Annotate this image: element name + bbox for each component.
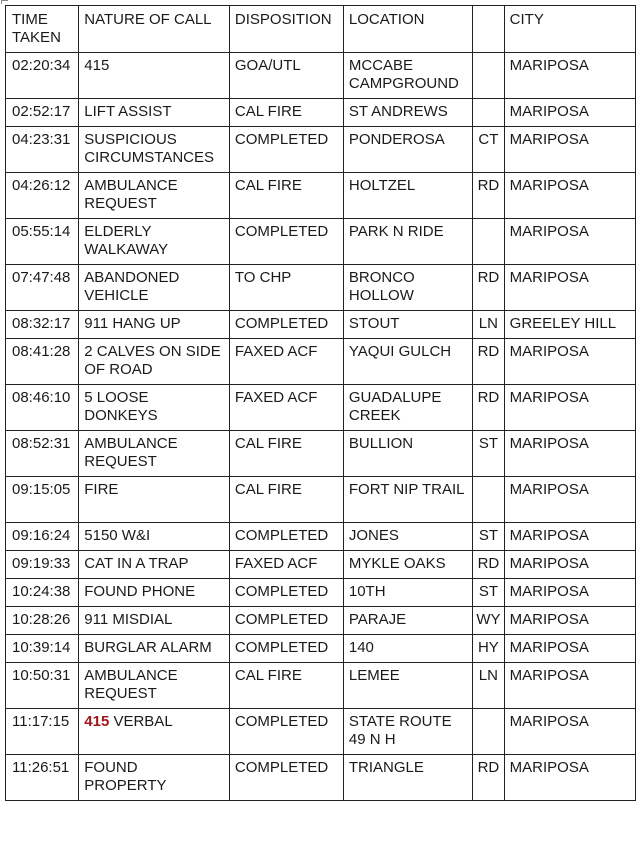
nature-text: 911 MISDIAL [84, 611, 173, 628]
nature-text: SUSPICIOUS CIRCUMSTANCES [84, 131, 214, 166]
cell-disposition: COMPLETED [229, 219, 343, 265]
cell-time: 10:50:31 [6, 663, 79, 709]
cell-city: MARIPOSA [504, 635, 635, 663]
cell-location: TRIANGLE [343, 755, 472, 801]
cell-suffix: RD [473, 385, 505, 431]
cell-nature [79, 265, 230, 311]
cell-city: MARIPOSA [504, 579, 635, 607]
cell-nature [79, 339, 230, 385]
cell-suffix [473, 99, 505, 127]
cell-city: MARIPOSA [504, 709, 635, 755]
cell-suffix: RD [473, 173, 505, 219]
cell-location: STATE ROUTE 49 N H [343, 709, 472, 755]
cell-city: MARIPOSA [504, 173, 635, 219]
nature-text: CAT IN A TRAP [84, 555, 189, 572]
cell-disposition: CAL FIRE [229, 477, 343, 523]
cell-suffix: ST [473, 523, 505, 551]
table-row [6, 339, 636, 385]
table-row [6, 477, 636, 523]
table-row [6, 385, 636, 431]
cell-city: MARIPOSA [504, 385, 635, 431]
cell-disposition: FAXED ACF [229, 339, 343, 385]
cell-time: 11:26:51 [6, 755, 79, 801]
table-row [6, 53, 636, 99]
cell-location: YAQUI GULCH [343, 339, 472, 385]
cell-nature [79, 663, 230, 709]
cell-location: PARK N RIDE [343, 219, 472, 265]
cell-time: 10:24:38 [6, 579, 79, 607]
cell-disposition: CAL FIRE [229, 173, 343, 219]
table-row [6, 311, 636, 339]
nature-text: FOUND PROPERTY [84, 759, 167, 794]
cell-time: 08:32:17 [6, 311, 79, 339]
cell-suffix: CT [473, 127, 505, 173]
cell-location: PONDEROSA [343, 127, 472, 173]
cell-time: 04:23:31 [6, 127, 79, 173]
table-row [6, 607, 636, 635]
cell-suffix [473, 53, 505, 99]
cell-time: 02:20:34 [6, 53, 79, 99]
cell-suffix: HY [473, 635, 505, 663]
table-row [6, 635, 636, 663]
cell-suffix [473, 477, 505, 523]
cell-location: FORT NIP TRAIL [343, 477, 472, 523]
nature-text: VERBAL [109, 713, 173, 730]
cell-disposition: CAL FIRE [229, 99, 343, 127]
cell-city: GREELEY HILL [504, 311, 635, 339]
cell-disposition: COMPLETED [229, 709, 343, 755]
cell-time: 08:46:10 [6, 385, 79, 431]
cell-disposition: COMPLETED [229, 311, 343, 339]
page-corner-mark [1, 0, 8, 4]
table-row [6, 709, 636, 755]
table-row [6, 265, 636, 311]
cell-nature [79, 127, 230, 173]
cell-city: MARIPOSA [504, 755, 635, 801]
cell-time: 02:52:17 [6, 99, 79, 127]
cell-suffix: RD [473, 265, 505, 311]
nature-text: FIRE [84, 481, 119, 498]
header-time-taken: TIME TAKEN [6, 6, 79, 53]
cell-nature [79, 385, 230, 431]
cell-location: HOLTZEL [343, 173, 472, 219]
table-row [6, 579, 636, 607]
header-disposition: DISPOSITION [229, 6, 343, 53]
header-nature-of-call: NATURE OF CALL [79, 6, 230, 53]
cell-nature [79, 523, 230, 551]
cell-time: 11:17:15 [6, 709, 79, 755]
nature-text: AMBULANCE REQUEST [84, 667, 178, 702]
cell-disposition: COMPLETED [229, 523, 343, 551]
cell-disposition: COMPLETED [229, 635, 343, 663]
cell-time: 10:28:26 [6, 607, 79, 635]
cell-nature [79, 635, 230, 663]
header-row [6, 6, 636, 53]
cell-time: 08:41:28 [6, 339, 79, 385]
cell-location: 140 [343, 635, 472, 663]
cell-city: MARIPOSA [504, 523, 635, 551]
cell-suffix [473, 709, 505, 755]
cell-suffix: LN [473, 663, 505, 709]
cell-nature [79, 311, 230, 339]
cell-suffix [473, 219, 505, 265]
cell-time: 08:52:31 [6, 431, 79, 477]
table-row [6, 551, 636, 579]
nature-text: BURGLAR ALARM [84, 639, 212, 656]
nature-text: 5150 W&I [84, 527, 151, 544]
nature-text: AMBULANCE REQUEST [84, 435, 178, 470]
cell-nature [79, 431, 230, 477]
cell-nature [79, 173, 230, 219]
cell-city: MARIPOSA [504, 219, 635, 265]
cell-location: 10TH [343, 579, 472, 607]
nature-text: 415 [84, 57, 110, 74]
call-log-page [5, 5, 636, 801]
nature-code-highlight: 415 [84, 713, 110, 730]
cell-disposition: COMPLETED [229, 607, 343, 635]
cell-city: MARIPOSA [504, 265, 635, 311]
cell-disposition: CAL FIRE [229, 663, 343, 709]
header-location: LOCATION [343, 6, 472, 53]
cell-disposition: COMPLETED [229, 579, 343, 607]
cell-time: 09:19:33 [6, 551, 79, 579]
header-city: CITY [504, 6, 635, 53]
table-row [6, 99, 636, 127]
cell-disposition: FAXED ACF [229, 385, 343, 431]
cell-city: MARIPOSA [504, 53, 635, 99]
cell-city: MARIPOSA [504, 431, 635, 477]
cell-suffix: WY [473, 607, 505, 635]
cell-nature [79, 709, 230, 755]
call-log-body [6, 53, 636, 801]
cell-location: BRONCO HOLLOW [343, 265, 472, 311]
nature-text: 2 CALVES ON SIDE OF ROAD [84, 343, 221, 378]
header-street-suffix [473, 6, 505, 53]
table-row [6, 173, 636, 219]
cell-time: 09:15:05 [6, 477, 79, 523]
cell-location: MYKLE OAKS [343, 551, 472, 579]
cell-disposition: GOA/UTL [229, 53, 343, 99]
cell-suffix: LN [473, 311, 505, 339]
table-row [6, 219, 636, 265]
call-log-table [5, 5, 636, 801]
cell-time: 07:47:48 [6, 265, 79, 311]
cell-city: MARIPOSA [504, 477, 635, 523]
cell-city: MARIPOSA [504, 551, 635, 579]
cell-location: GUADALUPE CREEK [343, 385, 472, 431]
nature-text: FOUND PHONE [84, 583, 196, 600]
cell-time: 04:26:12 [6, 173, 79, 219]
cell-nature [79, 551, 230, 579]
cell-city: MARIPOSA [504, 99, 635, 127]
nature-text: ELDERLY WALKAWAY [84, 223, 169, 258]
cell-nature [79, 99, 230, 127]
cell-nature [79, 219, 230, 265]
cell-suffix: RD [473, 755, 505, 801]
cell-time: 05:55:14 [6, 219, 79, 265]
cell-city: MARIPOSA [504, 663, 635, 709]
cell-disposition: CAL FIRE [229, 431, 343, 477]
cell-nature [79, 607, 230, 635]
nature-text: AMBULANCE REQUEST [84, 177, 178, 212]
nature-text: 5 LOOSE DONKEYS [84, 389, 158, 424]
cell-suffix: ST [473, 579, 505, 607]
cell-city: MARIPOSA [504, 339, 635, 385]
cell-time: 10:39:14 [6, 635, 79, 663]
cell-location: PARAJE [343, 607, 472, 635]
cell-nature [79, 53, 230, 99]
cell-location: ST ANDREWS [343, 99, 472, 127]
table-row [6, 663, 636, 709]
cell-location: BULLION [343, 431, 472, 477]
cell-time: 09:16:24 [6, 523, 79, 551]
cell-location: LEMEE [343, 663, 472, 709]
cell-disposition: FAXED ACF [229, 551, 343, 579]
table-row [6, 755, 636, 801]
cell-location: MCCABE CAMPGROUND [343, 53, 472, 99]
cell-city: MARIPOSA [504, 127, 635, 173]
table-row [6, 523, 636, 551]
cell-suffix: RD [473, 339, 505, 385]
table-row [6, 127, 636, 173]
cell-location: JONES [343, 523, 472, 551]
cell-nature [79, 579, 230, 607]
nature-text: LIFT ASSIST [84, 103, 172, 120]
cell-nature [79, 477, 230, 523]
cell-suffix: RD [473, 551, 505, 579]
cell-nature [79, 755, 230, 801]
table-row [6, 431, 636, 477]
cell-city: MARIPOSA [504, 607, 635, 635]
cell-location: STOUT [343, 311, 472, 339]
nature-text: ABANDONED VEHICLE [84, 269, 180, 304]
nature-text: 911 HANG UP [84, 315, 181, 332]
cell-disposition: COMPLETED [229, 127, 343, 173]
cell-suffix: ST [473, 431, 505, 477]
cell-disposition: COMPLETED [229, 755, 343, 801]
cell-disposition: TO CHP [229, 265, 343, 311]
